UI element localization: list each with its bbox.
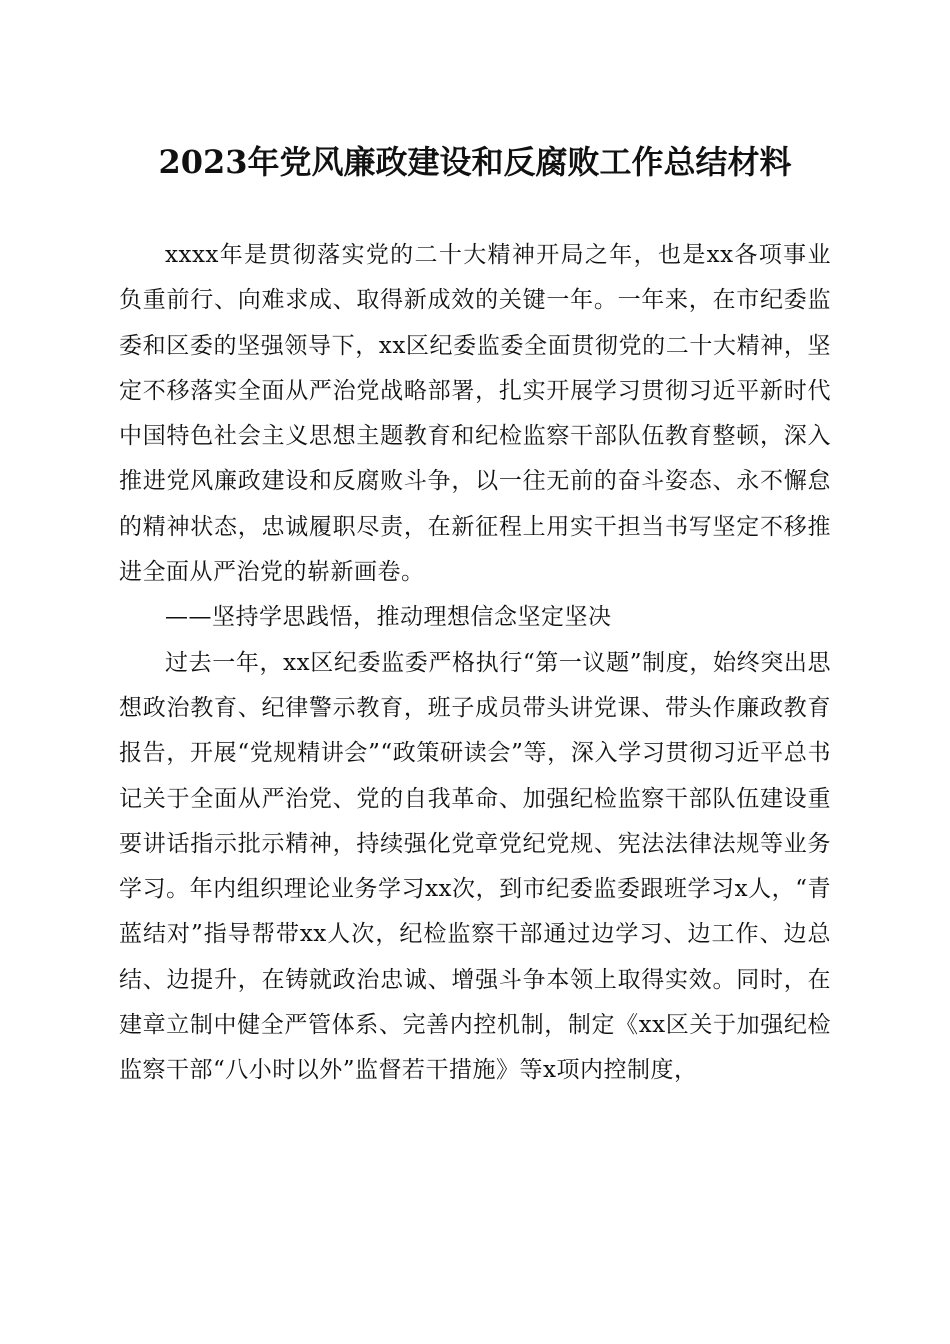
section-heading: ——坚持学思践悟，推动理想信念坚定坚决: [165, 604, 612, 631]
section-paragraph: 过去一年，xx区纪委监委严格执行“第一议题”制度，始终突出思想政治教育、纪律警示教育，班子成员带头讲党课、带头作廉政教育报告，开展“党规精讲会”“政策研读会”等，深入学习贯彻习近平总书记关于全面从严治党、党的自我革命、加强纪检监察干部队伍建设重要讲话指示批示精神，持续强化党章党纪党规、宪法法律法规等业务学习。年内组织理论业务学习xx次，到市纪委监委跟班学习x人，“青蓝结对”指导帮带xx人次，纪检监察干部通过边学习、边工作、边总结、边提升，在铸就政治忠诚、增强斗争本领上取得实效。同时，在建章立制中健全严管体系、完善内控机制，制定《xx区关于加强纪检监察干部“八小时以外”监督若干措施》等x项内控制度，: [119, 649, 831, 1084]
document-body: [119, 233, 831, 1094]
document-title: 2023年党风廉政建设和反腐败工作总结材料: [158, 143, 792, 181]
intro-paragraph: xxxx年是贯彻落实党的二十大精神开局之年，也是xx各项事业负重前行、向难求成、取得新成效的关键一年。一年来，在市纪委监委和区委的坚强领导下，xx区纪委监委全面贯彻党的二十大精神，坚定不移落实全面从严治党战略部署，扎实开展学习贯彻习近平新时代中国特色社会主义思想主题教育和纪检监察干部队伍教育整顿，深入推进党风廉政建设和反腐败斗争，以一往无前的奋斗姿态、永不懈怠的精神状态，忠诚履职尽责，在新征程上用实干担当书写坚定不移推进全面从严治党的崭新画卷。: [119, 242, 831, 586]
